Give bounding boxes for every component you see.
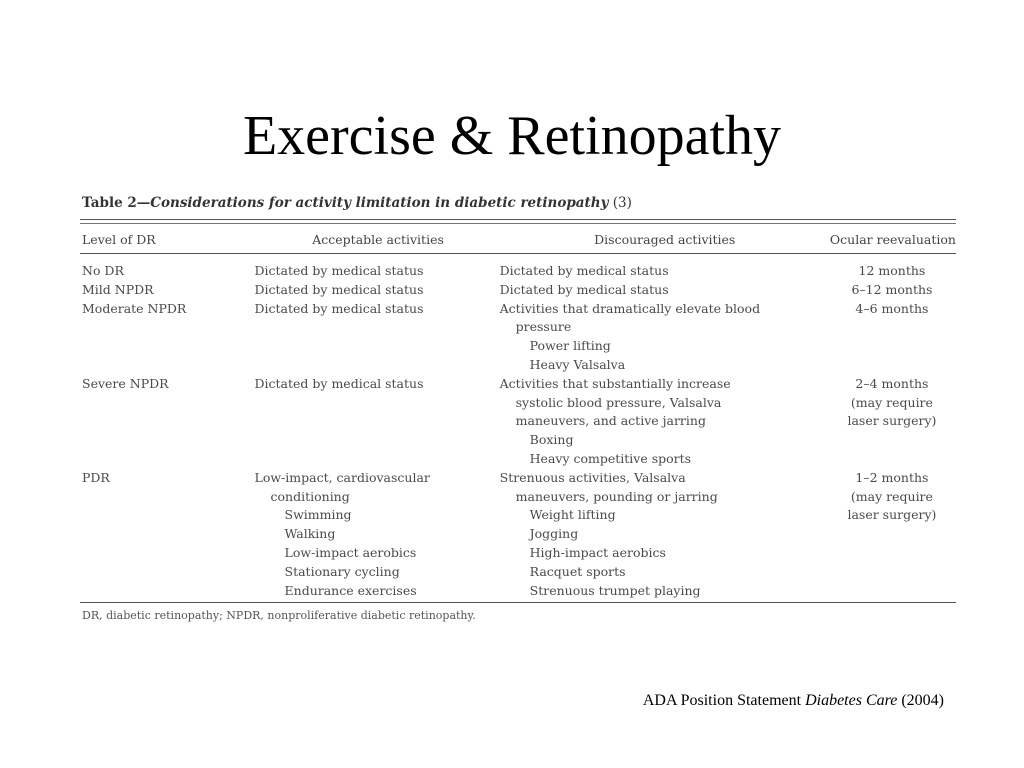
cell-level: Mild NPDR (82, 281, 154, 297)
cell-line: Activities that dramatically elevate blood (499, 300, 761, 316)
cell-discouraged (500, 300, 828, 375)
citation (643, 689, 944, 713)
table-row-no-dr (80, 254, 956, 281)
cell-discouraged: Dictated by medical status (499, 263, 669, 278)
cell-line: conditioning (270, 488, 350, 504)
cell-line: Low-impact, cardiovascular (254, 469, 430, 485)
cell-reevaluation (828, 469, 956, 601)
cell-line: maneuvers, pounding or jarring (515, 488, 718, 504)
cell-reevaluation: 12 months (858, 263, 926, 278)
cell-line: laser surgery) (847, 413, 937, 429)
cell-discouraged (500, 469, 828, 601)
cell-level: Moderate NPDR (82, 300, 187, 316)
citation-year: (2004) (897, 692, 944, 709)
cell-level: PDR (82, 469, 110, 485)
cell-line: Endurance exercises (284, 582, 417, 598)
cell-line: 2–4 months (855, 375, 929, 391)
cell-reevaluation (828, 375, 956, 469)
table-row-mild-npdr (80, 281, 956, 300)
cell-line: maneuvers, and active jarring (515, 413, 706, 429)
table-top-rule (80, 219, 956, 220)
cell-line: Swimming (284, 507, 352, 523)
cell-reevaluation: 6–12 months (851, 281, 933, 297)
cell-line: 1–2 months (855, 469, 929, 485)
table-caption-reference: (3) (608, 195, 632, 211)
table-caption (80, 193, 956, 213)
cell-line: Heavy Valsalva (529, 356, 626, 372)
cell-line: Walking (284, 526, 336, 542)
cell-discouraged (500, 375, 828, 469)
cell-line: Jogging (529, 526, 579, 542)
cell-line: Stationary cycling (284, 563, 400, 579)
cell-reevaluation: 4–6 months (855, 300, 929, 316)
cell-acceptable: Dictated by medical status (254, 263, 424, 278)
retinopathy-table (80, 193, 956, 622)
header-discouraged: Discouraged activities (500, 224, 828, 254)
cell-line: Activities that substantially increase (499, 375, 731, 391)
cell-acceptable: Dictated by medical status (254, 300, 424, 316)
cell-line: (may require (850, 394, 933, 410)
header-level: Level of DR (80, 224, 255, 254)
cell-level: No DR (82, 263, 124, 278)
table-header-row (80, 224, 956, 254)
cell-acceptable (255, 469, 500, 601)
cell-line: (may require (850, 488, 933, 504)
cell-acceptable: Dictated by medical status (254, 281, 424, 297)
table-caption-text: —Considerations for activity limitation in diabetic retinopathy (136, 195, 609, 211)
table-row-severe-npdr (80, 375, 956, 469)
table-bottom-rule (80, 602, 956, 603)
cell-discouraged: Dictated by medical status (499, 281, 669, 297)
cell-line: systolic blood pressure, Valsalva (515, 394, 722, 410)
cell-line: Low-impact aerobics (284, 544, 417, 560)
cell-line: Weight lifting (529, 507, 616, 523)
cell-line: Heavy competitive sports (529, 450, 692, 466)
slide-title: Exercise & Retinopathy (242, 105, 782, 167)
header-reevaluation: Ocular reevaluation (828, 224, 956, 254)
table-row-pdr (80, 469, 956, 601)
cell-line: High-impact aerobics (529, 544, 666, 560)
table-caption-label: Table 2 (82, 195, 137, 211)
table-footnote: DR, diabetic retinopathy; NPDR, nonproliferative diabetic retinopathy. (82, 609, 476, 623)
cell-line: Boxing (529, 432, 574, 448)
cell-line: Power lifting (529, 338, 611, 354)
citation-prefix: ADA Position Statement (642, 692, 806, 709)
cell-line: pressure (515, 319, 572, 335)
header-acceptable: Acceptable activities (255, 224, 500, 254)
cell-acceptable: Dictated by medical status (254, 375, 424, 391)
cell-line: Strenuous activities, Valsalva (499, 469, 686, 485)
cell-line: Racquet sports (529, 563, 626, 579)
table-row-moderate-npdr (80, 300, 956, 375)
activity-limitation-table (80, 224, 956, 600)
cell-level: Severe NPDR (82, 375, 169, 391)
cell-line: Strenuous trumpet playing (529, 582, 701, 598)
citation-journal: Diabetes Care (805, 692, 898, 709)
cell-line: laser surgery) (847, 507, 937, 523)
